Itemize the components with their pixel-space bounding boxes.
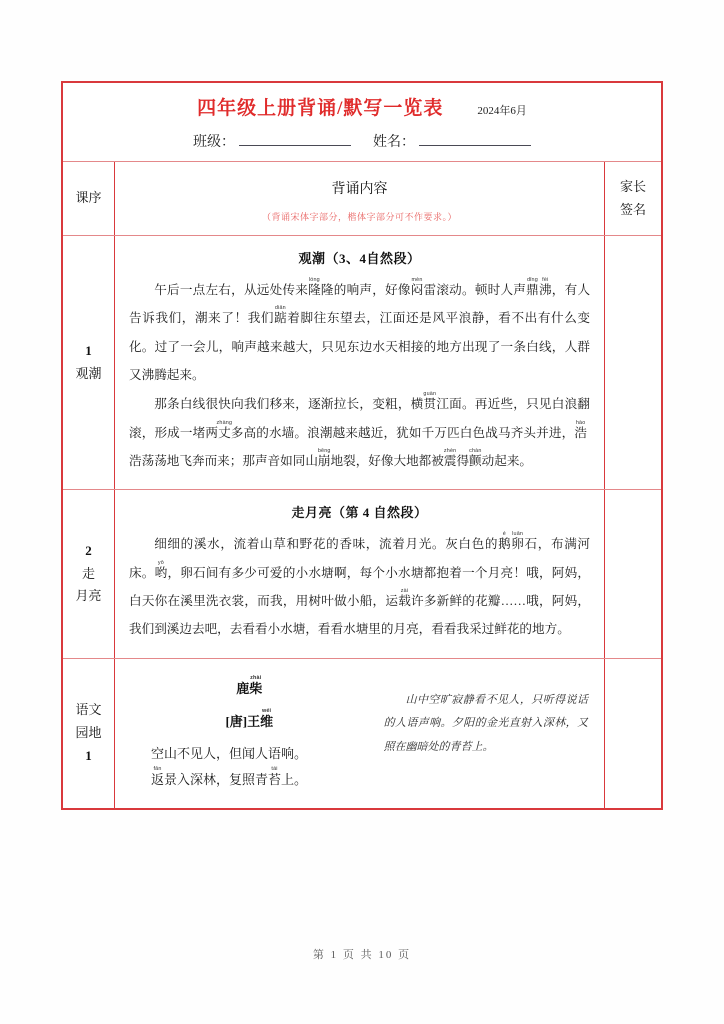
- pinyin-annotated-char: [154, 559, 168, 580]
- poem-block: [115, 659, 604, 809]
- name-field-rule[interactable]: [419, 132, 531, 146]
- text-run: 动起来。: [481, 453, 532, 468]
- han-char: 崩: [317, 453, 331, 468]
- header-content-note: （背诵宋体字部分，楷体字部分可不作要求。）: [261, 212, 457, 222]
- han-char: 柴: [249, 680, 263, 696]
- han-char: 载: [398, 593, 412, 608]
- pinyin-text: luǎn: [511, 531, 524, 538]
- recitation-paragraph: [129, 530, 590, 643]
- han-char: 鹅: [498, 537, 512, 552]
- pinyin-annotated-char: [574, 419, 587, 440]
- section-title: 观潮（3、4自然段）: [298, 251, 421, 266]
- han-char: 卵: [511, 537, 525, 552]
- lesson-title-line: 走: [81, 565, 95, 581]
- han-char: 维: [260, 713, 274, 729]
- text-run: 细细的溪水，流着山草和野花的香味，流着月光。灰白色的: [154, 537, 499, 552]
- pinyin-text: zhèn: [443, 447, 457, 454]
- text-run: 空山不见人，但闻人语响。: [151, 745, 308, 761]
- pinyin-text: zhài: [249, 674, 263, 681]
- pinyin-text: bēng: [317, 447, 331, 454]
- header-cell-sequence: [63, 162, 115, 235]
- pinyin-text: fǎn: [151, 765, 164, 772]
- class-field[interactable]: [193, 131, 351, 151]
- pinyin-text: zài: [398, 587, 411, 594]
- page-footer: 第 1 页 共 10 页: [312, 949, 412, 961]
- pinyin-text: lóng: [308, 277, 321, 283]
- section-title: 走月亮（第 4 自然段）: [291, 505, 428, 521]
- pinyin-text: diǎn: [274, 305, 287, 312]
- student-fields: [63, 131, 661, 151]
- recitation-paragraph: [129, 276, 590, 389]
- text-run: [唐]王: [225, 713, 261, 729]
- poem-author: [125, 708, 374, 730]
- pinyin-annotated-char: [216, 419, 233, 440]
- text-run: 江面。再近些，只见白浪翻滚，形成一堵两: [129, 397, 590, 440]
- pinyin-annotated-char: [538, 277, 552, 297]
- pinyin-text: mèn: [410, 277, 424, 283]
- pinyin-annotated-char: [511, 531, 525, 552]
- text-run: 隆的响声，好像: [320, 283, 411, 297]
- pinyin-annotated-char: [268, 765, 282, 787]
- pinyin-text: zhàng: [216, 419, 233, 426]
- cell-sequence: [63, 490, 115, 657]
- text-run: 雷滚动。顿时人声: [423, 283, 527, 297]
- poem-line: [125, 741, 374, 766]
- pinyin-text: é: [498, 531, 511, 538]
- text-run: 着脚往东望去，江面还是风平浪静，看不出有什么变化。过了一会儿，响声越来越大，只见东边水天相接的地方出现了一条白线，人群又沸腾起来。: [129, 311, 591, 382]
- page-title: 四年级上册背诵/默写一览表: [197, 98, 444, 119]
- pinyin-annotated-char: [308, 277, 321, 297]
- han-char: 踮: [274, 311, 288, 326]
- text-run: 地裂，好像大地都被: [330, 453, 444, 468]
- han-char: 贯: [423, 397, 437, 412]
- cell-content: [115, 659, 605, 809]
- text-run: 上。: [281, 771, 308, 787]
- lesson-title-line: 月亮: [75, 588, 102, 604]
- han-char: 浩: [574, 425, 587, 440]
- text-run: 石，布满河床。: [129, 537, 591, 580]
- pinyin-text: tái: [268, 765, 282, 772]
- han-char: 鼎: [526, 283, 539, 297]
- content-block: [115, 490, 604, 657]
- han-char: 丈: [216, 425, 233, 440]
- header-signature-line2: 签名: [619, 201, 646, 217]
- name-field[interactable]: [373, 131, 531, 151]
- pinyin-annotated-char: [498, 531, 512, 552]
- poem-line: [125, 766, 374, 792]
- cell-parent-signature[interactable]: [605, 490, 661, 657]
- han-char: 闷: [410, 283, 424, 297]
- han-char: 震: [443, 453, 457, 468]
- pinyin-text: dǐng: [526, 277, 539, 283]
- pinyin-annotated-char: [260, 707, 274, 729]
- header-signature-line1: 家长: [619, 178, 646, 194]
- han-char: 苔: [268, 771, 282, 787]
- table-body: [63, 236, 661, 808]
- pinyin-text: guàn: [423, 391, 437, 398]
- pinyin-annotated-char: [249, 674, 263, 696]
- pinyin-annotated-char: [410, 277, 424, 297]
- cell-parent-signature[interactable]: [605, 236, 661, 489]
- name-field-label: 姓名：: [373, 135, 415, 150]
- title-band: [63, 83, 661, 162]
- cell-sequence: [63, 659, 115, 809]
- text-run: ，有人告诉我们，潮来了！我们: [129, 283, 591, 326]
- table-row: [63, 490, 661, 658]
- pinyin-annotated-char: [398, 587, 412, 608]
- table-header-row: [63, 162, 661, 236]
- poem-translation: 山中空旷寂静看不见人，只听得说话的人语声响。夕阳的金光直射入深林，又照在幽暗处的青苔上。: [383, 693, 588, 753]
- text-run: 景入深林，复照青: [164, 771, 269, 787]
- lesson-title-line: 语文: [75, 702, 102, 718]
- pinyin-annotated-char: [274, 305, 288, 326]
- text-run: 鹿: [236, 680, 250, 696]
- header-cell-signature: [605, 162, 661, 235]
- cell-parent-signature[interactable]: [605, 659, 661, 809]
- text-run: 许多新鲜的花瓣……哦，阿妈，我们到溪边去吧，去看看小水塘，看看水塘里的月亮，看看我采过鲜花的地方。: [129, 593, 591, 637]
- lesson-number: 2: [85, 542, 92, 558]
- text-run: ，卵石间有多少可爱的小水塘啊，每个小水塘都抱着一个月亮！哦，阿妈，白天你在溪里洗衣裳，而我，用树叶做小船，运: [129, 565, 591, 608]
- lesson-number: 1: [85, 342, 92, 358]
- cell-content: [115, 490, 605, 657]
- pinyin-annotated-char: [443, 447, 457, 468]
- table-row: [63, 659, 661, 809]
- lesson-number: 1: [85, 747, 92, 763]
- han-char: 隆: [308, 283, 321, 297]
- class-field-rule[interactable]: [239, 132, 351, 146]
- han-char: 沸: [538, 283, 552, 297]
- text-run: 午后一点左右，从远处传来: [154, 283, 309, 297]
- pinyin-text: fèi: [538, 277, 552, 283]
- cell-sequence: [63, 236, 115, 489]
- recitation-table: [61, 81, 663, 810]
- text-run: 得: [456, 453, 470, 468]
- pinyin-text: chàn: [469, 447, 482, 454]
- pinyin-text: wéi: [260, 707, 274, 714]
- han-char: 颤: [469, 453, 482, 468]
- pinyin-text: yō: [154, 559, 168, 566]
- table-row: [63, 236, 661, 490]
- text-run: 浩荡荡地飞奔而来；那声音如同山: [129, 453, 318, 468]
- recitation-paragraph: [129, 390, 590, 475]
- pinyin-annotated-char: [423, 391, 437, 412]
- poem-body: [125, 673, 374, 793]
- pinyin-annotated-char: [469, 447, 482, 468]
- pinyin-annotated-char: [526, 277, 539, 297]
- poem-title: [125, 675, 374, 697]
- title-line: [63, 93, 661, 120]
- header-sequence-label: 课序: [75, 190, 102, 206]
- document-date: 2024年6月: [477, 105, 527, 117]
- text-run: 那条白线很快向我们移来，逐渐拉长，变粗，横: [154, 397, 424, 412]
- han-char: 返: [151, 771, 165, 787]
- header-content-label: 背诵内容: [331, 182, 388, 197]
- pinyin-text: hào: [574, 419, 587, 426]
- content-block: [115, 236, 604, 489]
- cell-content: [115, 236, 605, 489]
- lesson-title-line: 园地: [75, 725, 102, 741]
- header-cell-content: [115, 162, 605, 235]
- pinyin-annotated-char: [317, 447, 331, 468]
- lesson-title-line: 观潮: [75, 365, 102, 381]
- han-char: 哟: [154, 565, 168, 580]
- pinyin-annotated-char: [151, 765, 165, 787]
- text-run: 多高的水墙。浪潮越来越近，犹如千万匹白色战马齐头并进，: [230, 425, 575, 440]
- class-field-label: 班级：: [193, 135, 235, 150]
